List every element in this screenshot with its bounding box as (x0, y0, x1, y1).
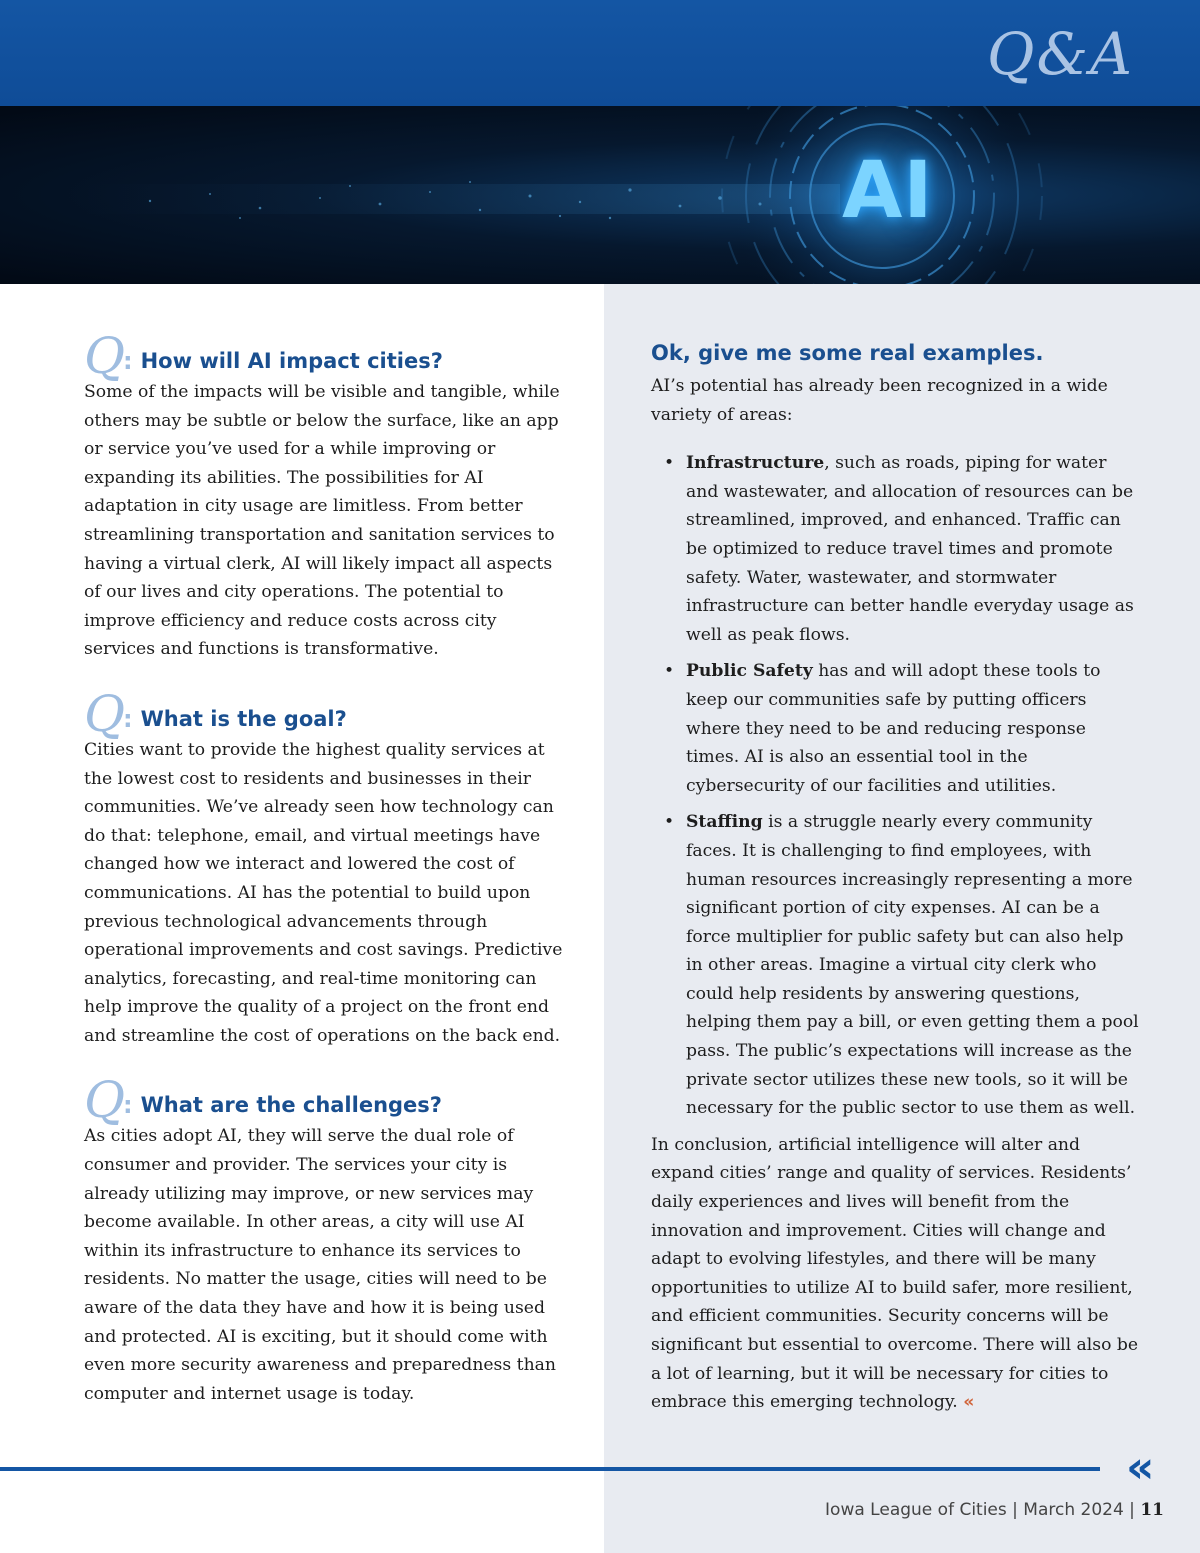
q-letter: Q (84, 1071, 125, 1130)
q-letter: Q (84, 327, 125, 385)
left-column (84, 327, 564, 1438)
answer-text: Some of the impacts will be visible and tangible, while others may be subtle or below the surface, like an app or service you’ve used for a while improving or expanding its abilities. The possibilities for AI adaptation in city usage are limitless. From better streamlining transportation and sanitation services to having a virtual clerk, AI will likely impact all aspects of our lives and city operations. The potential to improve efficiency and reduce costs across city services and functions is transformative. (84, 382, 560, 660)
end-of-article-icon: « (963, 1392, 975, 1413)
question-heading (84, 1071, 564, 1130)
examples-intro: AI’s potential has already been recognized in a wide variety of areas: (651, 376, 1108, 425)
examples-heading: Ok, give me some real examples. (651, 341, 1044, 365)
publication-info: Iowa League of Cities | March 2024 | (825, 1500, 1135, 1520)
list-item-text: , such as roads, piping for water and wastewater, and allocation of resources can be streamlined, improved, and enhanced. Traffic can be optimized to reduce travel times and promote safety. Water, wastewater, and stormwater infrastructure can better handle everyday usage as well as peak flows. (686, 453, 1134, 645)
question-heading (84, 327, 564, 385)
chevron-left-icon: « (1126, 1442, 1155, 1493)
list-item-text: has and will adopt these tools to keep our communities safe by putting officers where they need to be and reducing response times. AI is also an essential tool in the cybersecurity of our facilities and utilities. (686, 661, 1101, 796)
question-heading (84, 684, 564, 743)
bullet-mark: • (664, 812, 675, 833)
qa-section-mark: Q&A (986, 20, 1134, 88)
list-item-lead: Staffing (686, 812, 763, 833)
question-title: What are the challenges? (140, 1093, 442, 1118)
footer-rule (0, 1467, 1100, 1471)
q-colon: : (123, 347, 133, 375)
header-band (0, 0, 1200, 106)
examples-list (651, 449, 1141, 1123)
answer-text: Cities want to provide the highest quality services at the lowest cost to residents and businesses in their communities. We’ve already seen how technology can do that: telephone, email, and virtual meetings have changed how we interact and lowered the cost of communications. AI has the potential to build upon previous technological advancements through operational improvements and cost savings. Predictive analytics, forecasting, and real-time monitoring can help improve the quality of a project on the front end and streamline the cost of operations on the back end. (84, 739, 563, 1046)
page-number: 11 (1140, 1500, 1164, 1520)
question-block (84, 327, 564, 664)
question-block (84, 684, 564, 1051)
conclusion-text (651, 1131, 1141, 1417)
bullet-mark: • (664, 453, 675, 474)
question-title: How will AI impact cities? (140, 349, 443, 373)
question-block (84, 1071, 564, 1408)
list-item (651, 808, 1141, 1123)
list-item (651, 449, 1141, 649)
page-footer (825, 1500, 1164, 1520)
ai-banner-image (0, 106, 1200, 284)
conclusion-body: In conclusion, artificial intelligence will alter and expand cities’ range and quality of services. Residents’ daily experiences and lives will benefit from the innovation and improvement. Cities will change and adapt to evolving lifestyles, and there will be many opportunities to utilize AI to build safer, more resilient, and efficient communities. Security concerns will be significant but essential to overcome. There will also be a lot of learning, but it will be necessary for cities to embrace this emerging technology. (651, 1134, 1139, 1413)
list-item-lead: Public Safety (686, 661, 813, 682)
list-item-text: is a struggle nearly every community faces. It is challenging to find employees, with human resources increasingly representing a more significant portion of city expenses. AI can be a force multiplier for public safety but can also help in other areas. Imagine a virtual city clerk who could help residents by answering questions, helping them pay a bill, or even getting them a pool pass. The public’s expectations will increase as the private sector utilizes these new tools, so it will be necessary for the public sector to use them as well. (686, 812, 1139, 1119)
list-item-lead: Infrastructure (686, 453, 825, 474)
bullet-mark: • (664, 661, 675, 682)
q-colon: : (123, 1091, 133, 1120)
q-letter: Q (84, 684, 125, 743)
q-colon: : (123, 704, 133, 733)
answer-text: As cities adopt AI, they will serve the dual role of consumer and provider. The services your city is already utilizing may improve, or new services may become available. In other areas, a city will use AI within its infrastructure to enhance its services to residents. No matter the usage, cities will need to be aware of the data they have and how it is being used and protected. AI is exciting, but it should come with even more security awareness and preparedness than computer and internet usage is today. (84, 1126, 556, 1404)
ai-banner-label: AI (842, 146, 934, 236)
right-column (651, 336, 1141, 1417)
list-item (651, 657, 1141, 800)
circuit-graphic (0, 106, 1200, 284)
question-title: What is the goal? (140, 706, 347, 731)
